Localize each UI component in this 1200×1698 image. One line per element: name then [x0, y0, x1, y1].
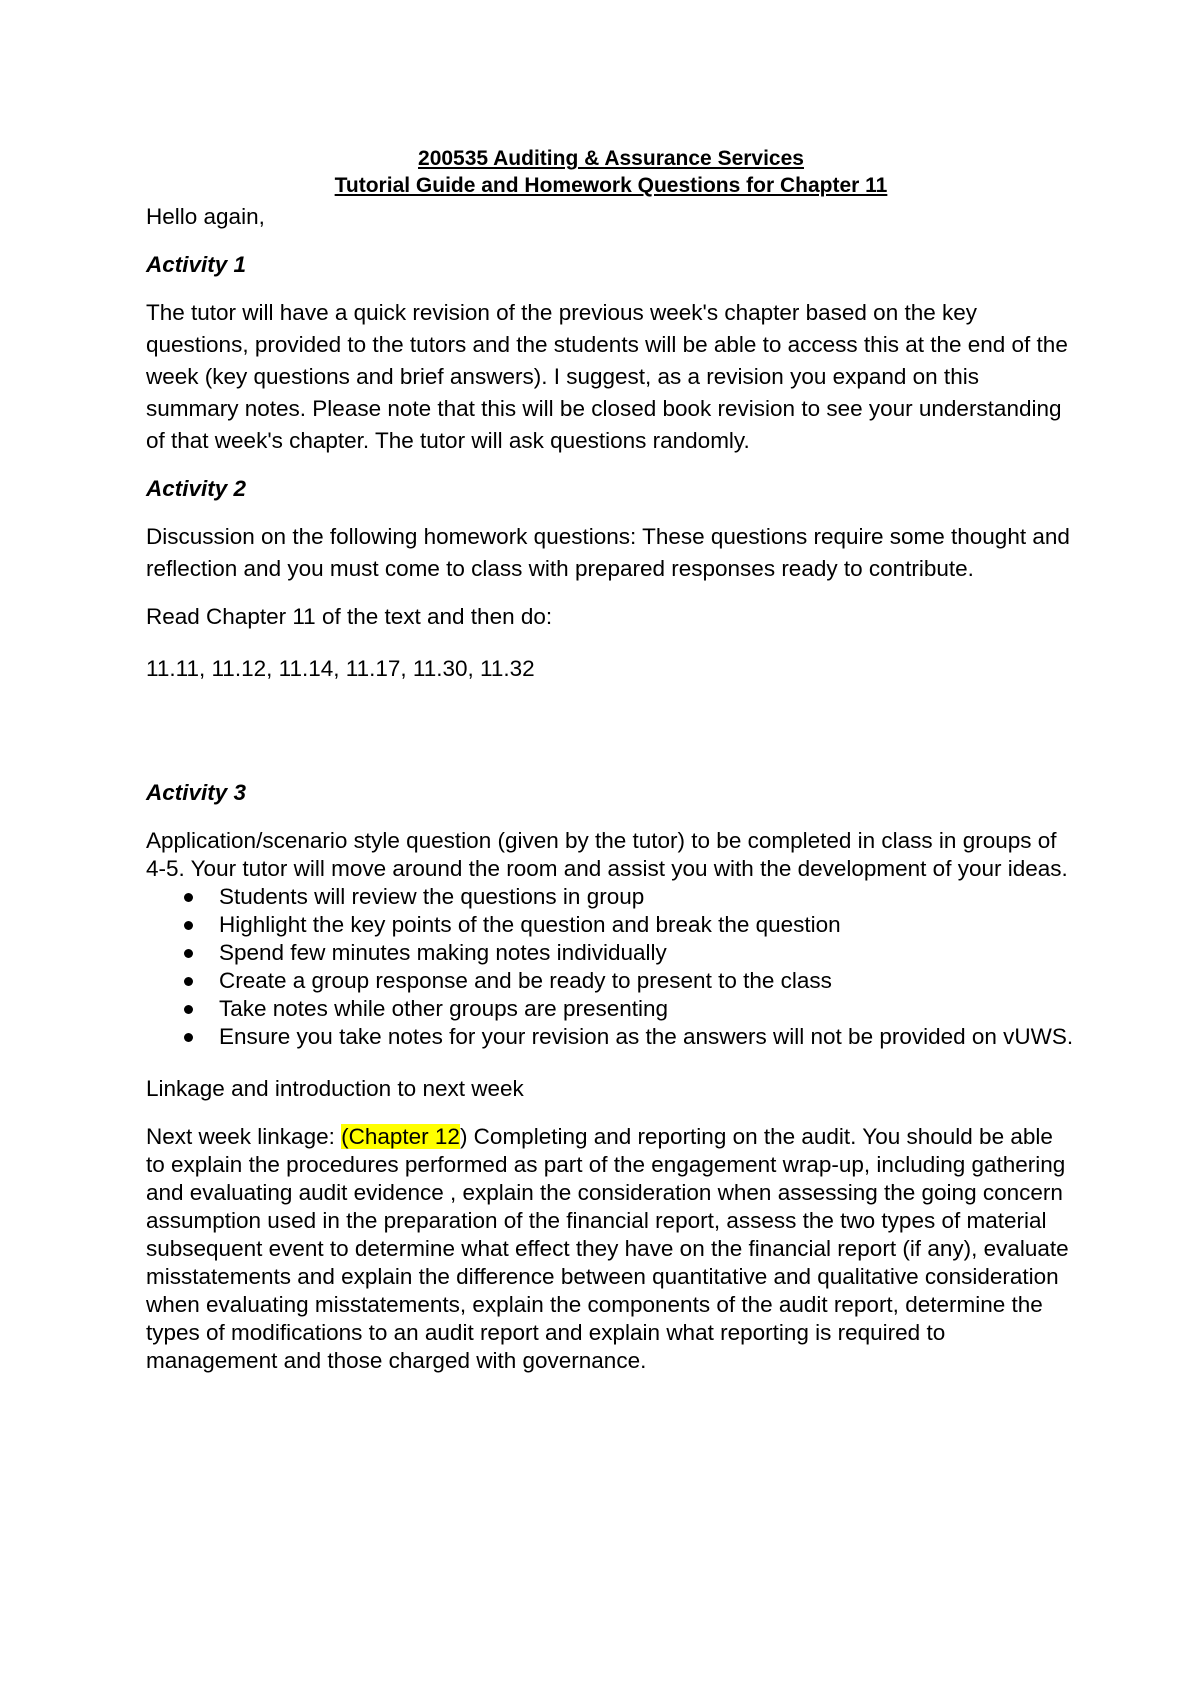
- activity3-heading: Activity 3: [146, 780, 247, 805]
- list-item: Take notes while other groups are presenting: [146, 995, 1076, 1023]
- bullet-icon: [184, 949, 193, 958]
- list-item: Students will review the questions in group: [146, 883, 1076, 911]
- bullet-icon: [184, 893, 193, 902]
- activity1-text: The tutor will have a quick revision of the previous week's chapter based on the key questions, provided to the tutors and the students will be able to access this at the end of the week (key questions and brief answers). I suggest, as a revision you expand on this summary notes. Please note that this will be closed book revision to see your understanding of that week's chapter. The tutor will ask questions randomly.: [146, 300, 1068, 453]
- linkage-text: Next week linkage: (Chapter 12) Completing and reporting on the audit. You should be able to explain the procedures performed as part of the engagement wrap-up, including gathering and evaluating audit evidence , explain the consideration when assessing the going concern assumption used in the preparation of the financial report, assess the two types of material subsequent event to determine what effect they have on the financial report (if any), evaluate misstatements and explain the difference between quantitative and qualitative consideration when evaluating misstatements, explain the components of the audit report, determine the types of modifications to an audit report and explain what reporting is required to management and those charged with governance.: [146, 1124, 1069, 1373]
- linkage-heading: Linkage and introduction to next week: [146, 1076, 524, 1101]
- activity3-bullet-list: [146, 883, 1076, 1051]
- read-instruction: Read Chapter 11 of the text and then do:: [146, 604, 553, 629]
- activity2-heading: Activity 2: [146, 476, 247, 501]
- greeting: Hello again,: [146, 204, 265, 229]
- tutorial-title: Tutorial Guide and Homework Questions for Chapter 11: [334, 174, 888, 197]
- activity2-text: Discussion on the following homework questions: These questions require some thought and reflection and you must come to class with prepared responses ready to contribute.: [146, 524, 1070, 581]
- chapter-highlight: (Chapter 12: [341, 1124, 460, 1149]
- homework-questions: 11.11, 11.12, 11.14, 11.17, 11.30, 11.32: [146, 656, 535, 681]
- course-title: 200535 Auditing & Assurance Services: [418, 147, 804, 170]
- list-item: Spend few minutes making notes individually: [146, 939, 1076, 967]
- document-content: [146, 145, 1076, 1375]
- bullet-icon: [184, 921, 193, 930]
- bullet-icon: [184, 1033, 193, 1042]
- bullet-icon: [184, 977, 193, 986]
- activity1-heading: Activity 1: [146, 252, 247, 277]
- bullet-icon: [184, 1005, 193, 1014]
- activity3-text: Application/scenario style question (given by the tutor) to be completed in class in groups of 4-5. Your tutor will move around the room and assist you with the development of your ideas.: [146, 828, 1068, 881]
- list-item: Create a group response and be ready to present to the class: [146, 967, 1076, 995]
- list-item: Ensure you take notes for your revision as the answers will not be provided on vUWS.: [146, 1023, 1076, 1051]
- list-item: Highlight the key points of the question and break the question: [146, 911, 1076, 939]
